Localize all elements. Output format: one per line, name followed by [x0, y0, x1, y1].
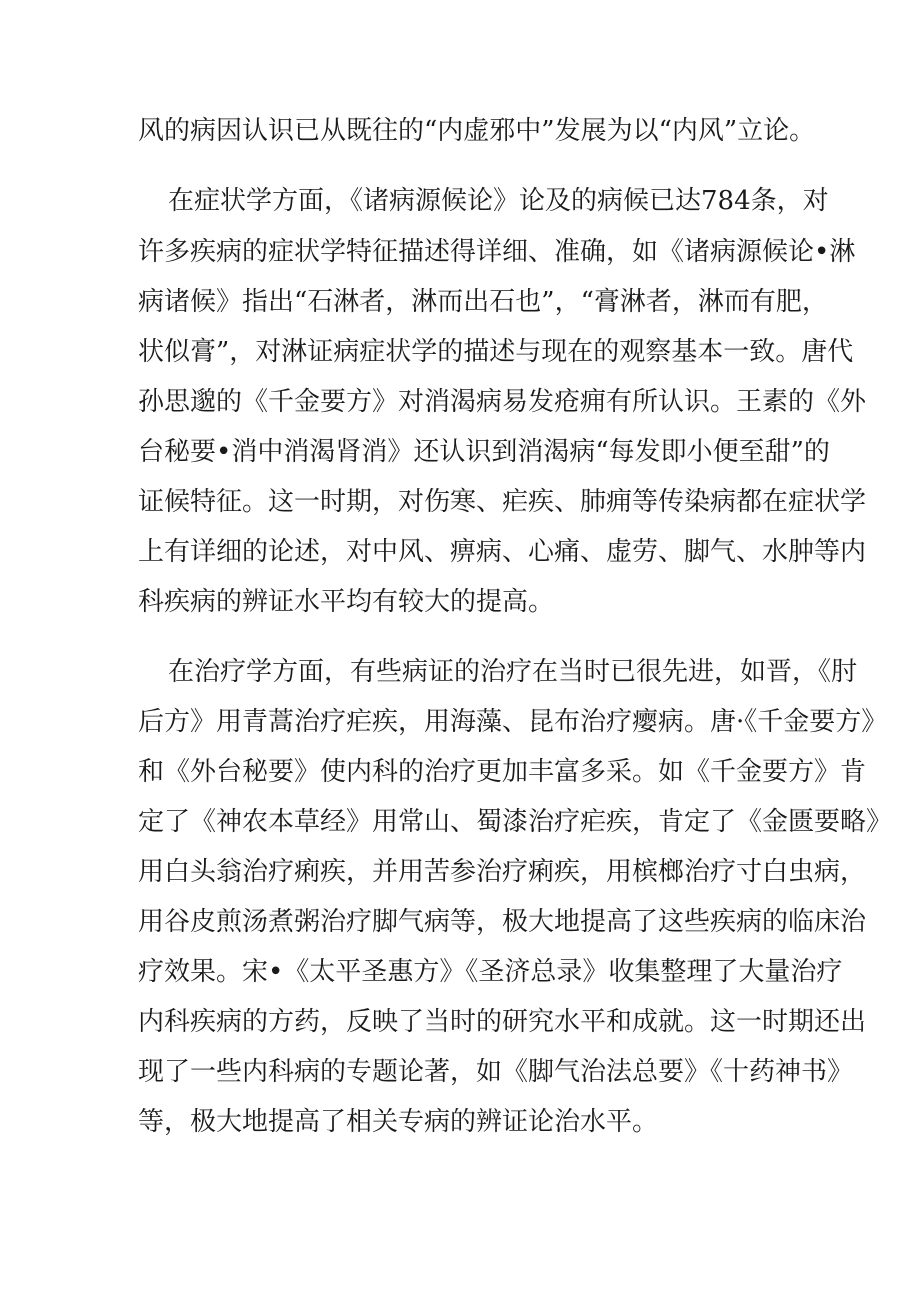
paragraph-3-line-4: 定了《神农本草经》用常山、蜀漆治疗疟疾，肯定了《金匮要略》: [138, 807, 893, 837]
paragraph-2-line-2: 许多疾病的症状学特征描述得详细、准确，如《诸病源候论•淋: [138, 237, 856, 267]
paragraph-2-line-8: 上有详细的论述，对中风、痹病、心痛、虚劳、脚气、水肿等内: [138, 537, 867, 567]
paragraph-2-line-9: 科疾病的辨证水平均有较大的提高。: [138, 587, 555, 617]
paragraph-1-line-1: 风的病因认识已从既往的“内虚邪中”发展为以“内风”立论。: [138, 116, 816, 146]
paragraph-2-line-3: 病诸候》指出“石淋者，淋而出石也”，“膏淋者，淋而有肥，: [138, 287, 828, 317]
paragraph-3-line-5: 用白头翁治疗痢疾，并用苦参治疗痢疾，用槟榔治疗寸白虫病，: [138, 857, 867, 887]
paragraph-3-line-3: 和《外台秘要》使内科的治疗更加丰富多采。如《千金要方》肯: [138, 757, 867, 787]
paragraph-3-line-1: 在治疗学方面，有些病证的治疗在当时已很先进，如晋，《肘: [168, 657, 858, 687]
paragraph-2-line-5: 孙思邈的《千金要方》对消渴病易发疮痈有所认识。王素的《外: [138, 387, 867, 417]
paragraph-3-line-2: 后方》用青蒿治疗疟疾，用海藻、昆布治疗瘿病。唐·《千金要方》: [138, 707, 888, 737]
paragraph-2-line-6: 台秘要•消中消渴肾消》还认识到消渴病“每发即小便至甜”的: [138, 437, 830, 467]
paragraph-3-line-9: 现了一些内科病的专题论著，如《脚气治法总要》《十药神书》: [138, 1057, 854, 1087]
paragraph-3-line-10: 等，极大地提高了相关专病的辨证论治水平。: [138, 1107, 659, 1137]
paragraph-2-line-4: 状似膏”，对淋证病症状学的描述与现在的观察基本一致。唐代: [138, 337, 854, 367]
paragraph-3-line-8: 内科疾病的方药，反映了当时的研究水平和成就。这一时期还出: [138, 1007, 867, 1037]
paragraph-2-line-7: 证候特征。这一时期，对伤寒、疟疾、肺痈等传染病都在症状学: [138, 487, 867, 517]
paragraph-3-line-7: 疗效果。宋•《太平圣惠方》《圣济总录》收集整理了大量治疗: [138, 957, 843, 987]
paragraph-3-line-6: 用谷皮煎汤煮粥治疗脚气病等，极大地提高了这些疾病的临床治: [138, 907, 867, 937]
paragraph-2-line-1: 在症状学方面，《诸病源候论》论及的病候已达784条，对: [168, 186, 829, 216]
